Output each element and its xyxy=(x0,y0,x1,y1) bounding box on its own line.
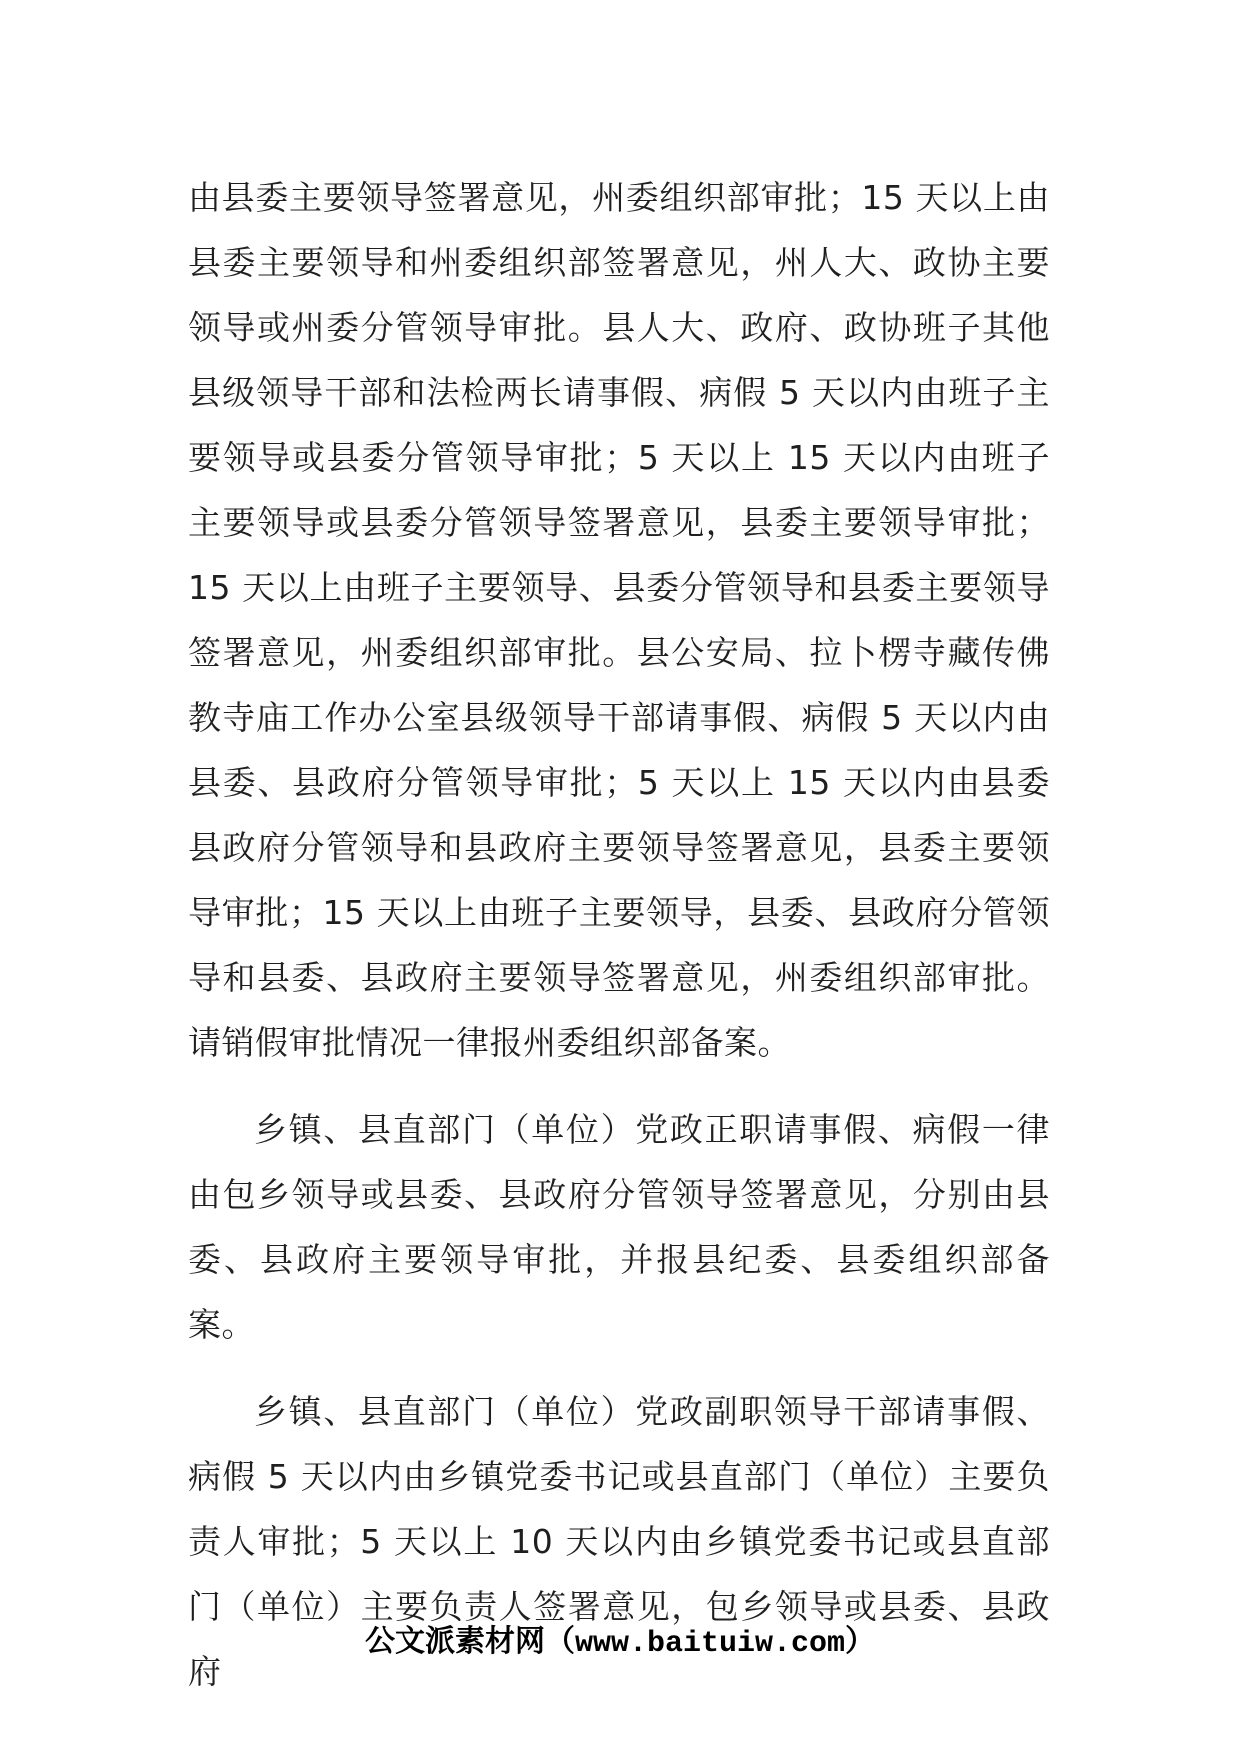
page-footer xyxy=(0,1620,1240,1666)
footer-site-name: 公文派素材网 xyxy=(364,1624,545,1659)
footer-url: （www.baituiw.com） xyxy=(544,1627,876,1661)
document-body xyxy=(188,165,1050,1704)
paragraph-township-principal-leave: 乡镇、县直部门（单位）党政正职请事假、病假一律由包乡领导或县委、县政府分管领导签署意见，分别由县委、县政府主要领导审批，并报县纪委、县委组织部备案。 xyxy=(188,1110,1050,1344)
paragraph-township-deputy-leave: 乡镇、县直部门（单位）党政副职领导干部请事假、病假 5 天以内由乡镇党委书记或县直部门（单位）主要负责人审批；5 天以上 10 天以内由乡镇党委书记或县直部门（单位）主要负责人签署意见，包乡领导或县委、县政府 xyxy=(188,1392,1050,1691)
paragraph-continuation: 由县委主要领导签署意见，州委组织部审批；15 天以上由县委主要领导和州委组织部签署意见，州人大、政协主要领导或州委分管领导审批。县人大、政府、政协班子其他县级领导干部和法检两长请事假、病假 5 天以内由班子主要领导或县委分管领导审批；5 天以上 15 天以内由班子主要领导或县委分管领导签署意见，县委主要领导审批；15 天以上由班子主要领导、县委分管领导和县委主要领导签署意见，州委组织部审批。县公安局、拉卜楞寺藏传佛教寺庙工作办公室县级领导干部请事假、病假 5 天以内由县委、县政府分管领导审批；5 天以上 15 天以内由县委县政府分管领导和县政府主要领导签署意见，县委主要领导审批；15 天以上由班子主要领导，县委、县政府分管领导和县委、县政府主要领导签署意见，州委组织部审批。请销假审批情况一律报州委组织部备案。 xyxy=(188,178,1050,1062)
